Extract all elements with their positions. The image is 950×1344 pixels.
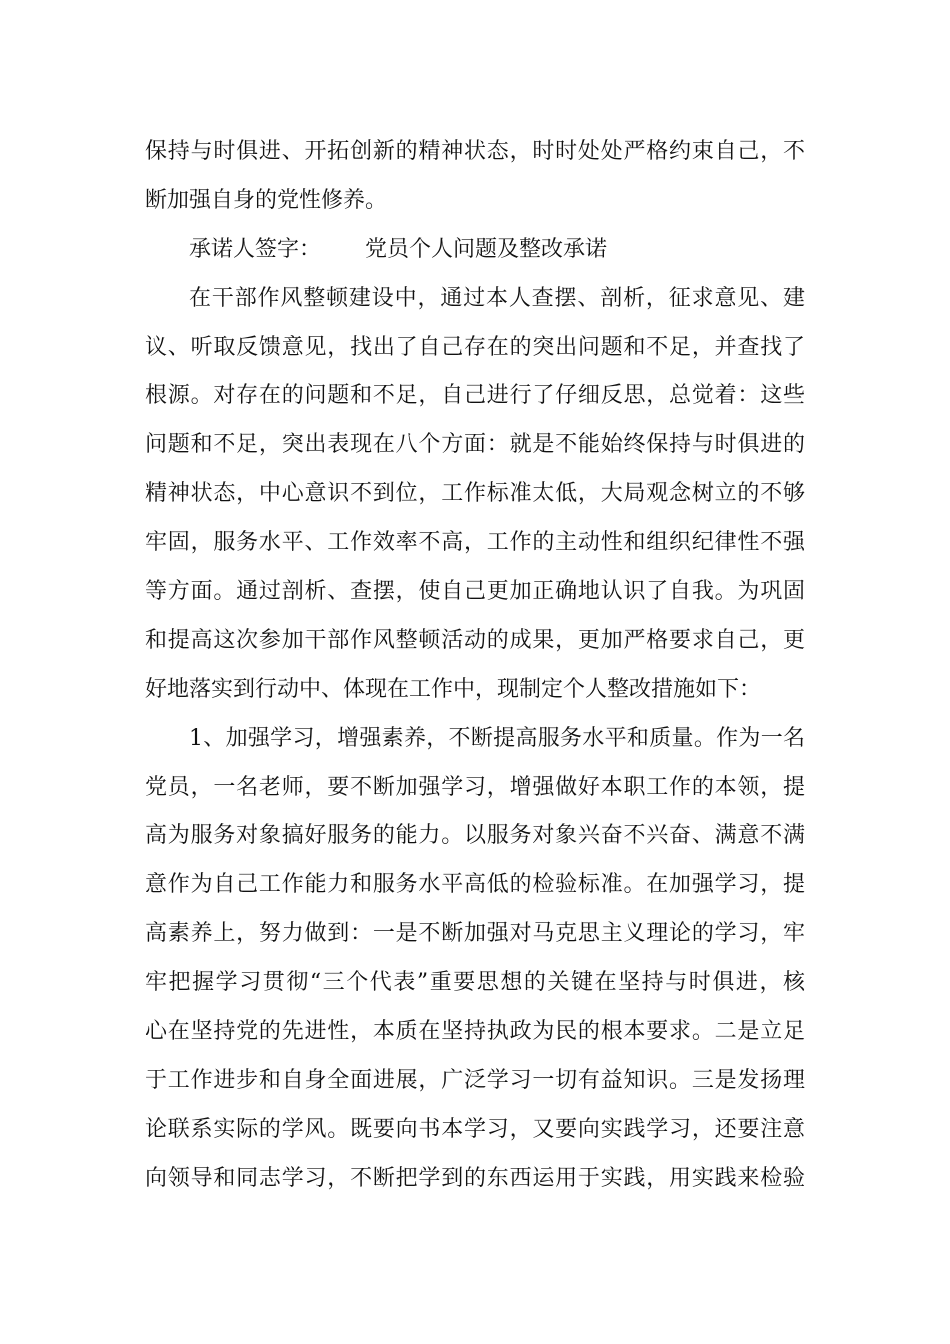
paragraph-line: 精神状态，中心意识不到位，工作标准太低，大局观念树立的不够 bbox=[145, 481, 805, 507]
paragraph-line: 等方面。通过剖析、查摆，使自己更加正确地认识了自我。为巩固 bbox=[145, 579, 805, 605]
paragraph-line: 牢固，服务水平、工作效率不高，工作的主动性和组织纪律性不强 bbox=[145, 530, 805, 556]
paragraph-line: 1、加强学习，增强素养，不断提高服务水平和质量。作为一名 bbox=[189, 725, 805, 751]
paragraph-1 bbox=[145, 128, 805, 226]
paragraph-line: 和提高这次参加干部作风整顿活动的成果，更加严格要求自己，更 bbox=[145, 627, 805, 653]
signature-label: 承诺人签字： bbox=[189, 236, 322, 262]
paragraph-line: 牢把握学习贯彻“三个代表”重要思想的关键在坚持与时俱进，核 bbox=[145, 970, 805, 996]
paragraph-line: 高素养上，努力做到：一是不断加强对马克思主义理论的学习，牢 bbox=[145, 921, 805, 947]
paragraph-line: 保持与时俱进、开拓创新的精神状态，时时处处严格约束自己，不 bbox=[145, 139, 805, 164]
paragraph-line: 问题和不足，突出表现在八个方面：就是不能始终保持与时俱进的 bbox=[145, 432, 805, 458]
paragraph-line: 根源。对存在的问题和不足，自己进行了仔细反思，总觉着：这些 bbox=[145, 383, 805, 409]
paragraph-3 bbox=[145, 715, 805, 1204]
paragraph-line: 断加强自身的党性修养。 bbox=[145, 187, 388, 213]
paragraph-line: 论联系实际的学风。既要向书本学习，又要向实践学习，还要注意 bbox=[145, 1116, 805, 1142]
document-title: 党员个人问题及整改承诺 bbox=[365, 236, 608, 262]
paragraph-line: 好地落实到行动中、体现在工作中，现制定个人整改措施如下： bbox=[145, 676, 762, 702]
paragraph-line: 意作为自己工作能力和服务水平高低的检验标准。在加强学习，提 bbox=[145, 872, 805, 898]
signature-row bbox=[145, 226, 805, 275]
paragraph-line: 高为服务对象搞好服务的能力。以服务对象兴奋不兴奋、满意不满 bbox=[145, 823, 805, 849]
paragraph-line: 向领导和同志学习，不断把学到的东西运用于实践，用实践来检验 bbox=[145, 1165, 805, 1191]
paragraph-line: 在干部作风整顿建设中，通过本人查摆、剖析，征求意见、建 bbox=[189, 285, 805, 311]
paragraph-line: 党员，一名老师，要不断加强学习，增强做好本职工作的本领，提 bbox=[145, 774, 805, 800]
paragraph-2 bbox=[145, 275, 805, 715]
paragraph-line: 于工作进步和自身全面进展，广泛学习一切有益知识。三是发扬理 bbox=[145, 1067, 805, 1093]
paragraph-line: 议、听取反馈意见，找出了自己存在的突出问题和不足，并查找了 bbox=[145, 334, 805, 360]
paragraph-line: 心在坚持党的先进性，本质在坚持执政为民的根本要求。二是立足 bbox=[145, 1019, 805, 1045]
document-page bbox=[145, 128, 805, 1204]
